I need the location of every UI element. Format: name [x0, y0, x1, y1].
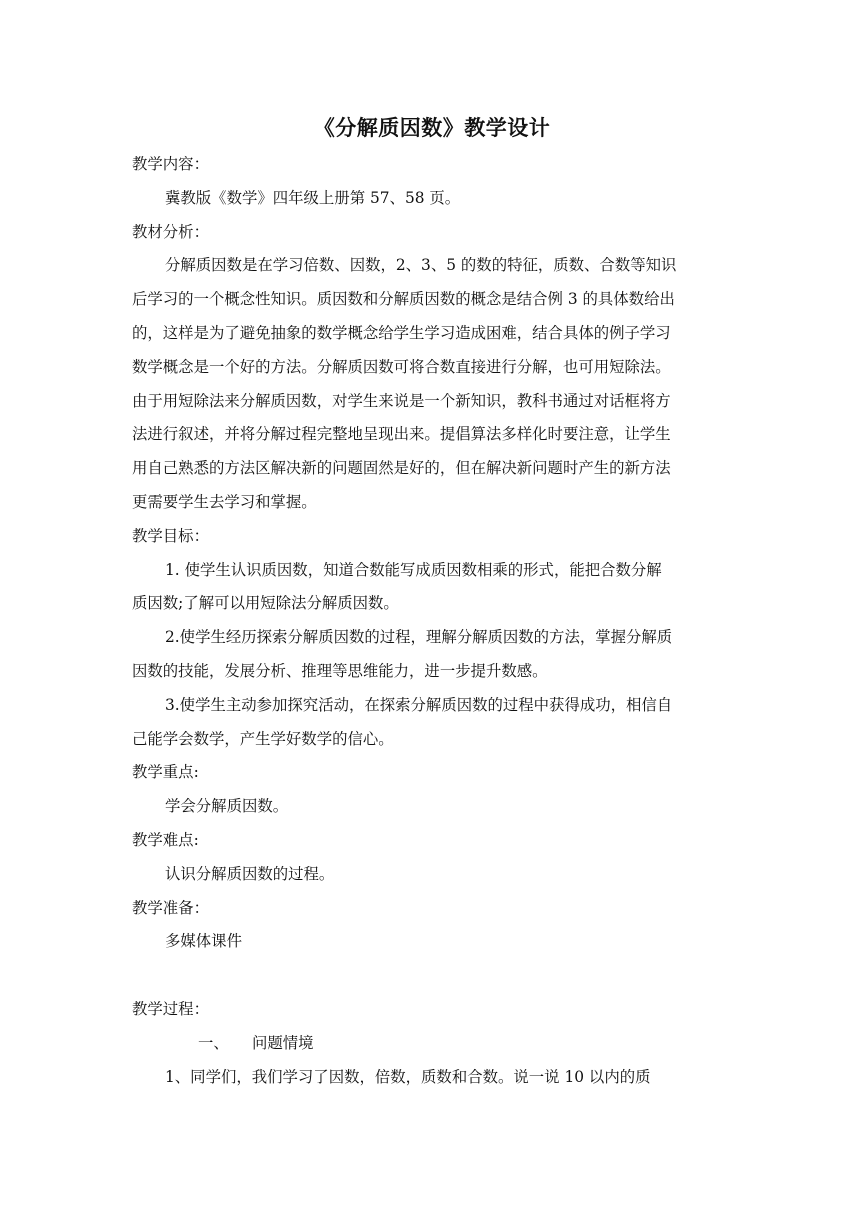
blank-line	[132, 959, 732, 993]
goal-line: 己能学会数学，产生学好数学的信心。	[132, 729, 394, 748]
analysis-line: 的，这样是为了避免抽象的数学概念给学生学习造成困难，结合具体的例子学习	[132, 323, 671, 342]
analysis-line: 后学习的一个概念性知识。质因数和分解质因数的概念是结合例 3 的具体数给出	[132, 290, 675, 309]
prep-heading: 教学准备：	[132, 898, 209, 917]
prep-text: 多媒体课件	[165, 932, 242, 951]
goal-item-1	[132, 554, 732, 622]
goal-line: 3.使学生主动参加探究活动，在探索分解质因数的过程中获得成功，相信自	[165, 695, 673, 714]
goal-line: 质因数;了解可以用短除法分解质因数。	[132, 594, 399, 613]
goals-heading: 教学目标：	[132, 526, 209, 545]
analysis-line: 分解质因数是在学习倍数、因数，2、3、5 的数的特征，质数、合数等知识	[165, 256, 677, 275]
process-text: 1、同学们，我们学习了因数，倍数，质数和合数。说一说 10 以内的质	[165, 1067, 651, 1086]
analysis-line: 用自己熟悉的方法区解决新的问题固然是好的，但在解决新问题时产生的新方法	[132, 459, 671, 478]
analysis-heading: 教材分析：	[132, 222, 209, 241]
analysis-line: 由于用短除法来分解质因数，对学生来说是一个新知识，教科书通过对话框将方	[132, 391, 671, 410]
document-title: 《分解质因数》教学设计	[313, 116, 551, 140]
key-heading: 教学重点:	[132, 763, 199, 782]
goal-item-2	[132, 621, 732, 689]
content-text: 冀教版《数学》四年级上册第 57、58 页。	[165, 188, 461, 207]
key-text: 学会分解质因数。	[165, 797, 289, 816]
document-page	[132, 112, 732, 1094]
goal-line: 因数的技能，发展分析、推理等思维能力，进一步提升数感。	[132, 661, 548, 680]
content-heading: 教学内容：	[132, 155, 209, 173]
process-heading: 教学过程：	[132, 999, 209, 1018]
analysis-paragraph	[132, 249, 732, 519]
section-heading-1	[132, 1027, 732, 1061]
analysis-line: 更需要学生去学习和掌握。	[132, 492, 317, 511]
analysis-line: 数学概念是一个好的方法。分解质因数可将合数直接进行分解，也可用短除法。	[132, 357, 671, 376]
section-title: 问题情境	[252, 1033, 314, 1052]
difficulty-heading: 教学难点:	[132, 830, 199, 849]
difficulty-text: 认识分解质因数的过程。	[165, 864, 335, 883]
analysis-line: 法进行叙述，并将分解过程完整地呈现出来。提倡算法多样化时要注意，让学生	[132, 425, 671, 444]
section-number: 一、	[198, 1033, 229, 1052]
goal-item-3	[132, 689, 732, 757]
goal-line: 1. 使学生认识质因数，知道合数能写成质因数相乘的形式，能把合数分解	[165, 560, 662, 579]
goal-line: 2.使学生经历探索分解质因数的过程，理解分解质因数的方法，掌握分解质	[165, 628, 673, 647]
